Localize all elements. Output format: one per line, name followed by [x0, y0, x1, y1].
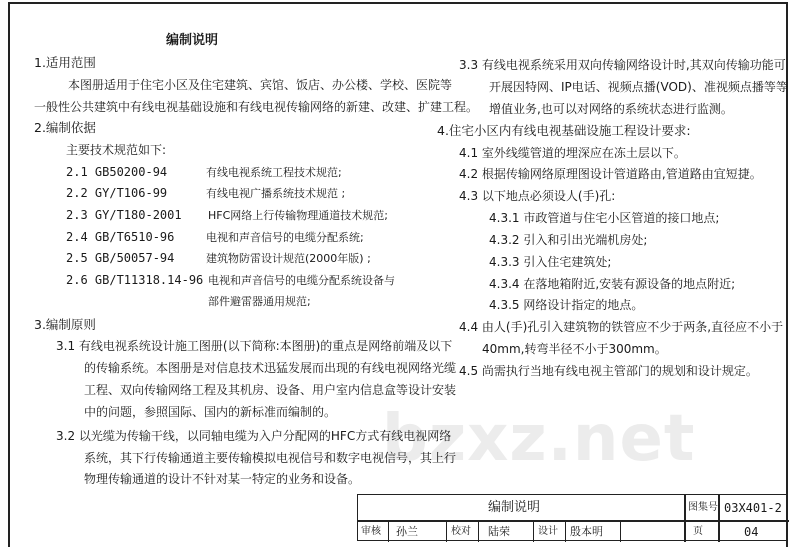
section-3-1-line: 中的问题，参照国际、国内的新标准而编制的。: [84, 405, 337, 419]
watermark: bzxz.net: [382, 402, 696, 476]
section-4-4-line: 40mm,转弯半径不小于300mm。: [482, 342, 667, 356]
section-4-3-item: 4.3.1 市政管道与住宅小区管道的接口地点;: [489, 211, 720, 225]
title-block: [357, 494, 788, 541]
section-3-2-line: 物理传输通道的设计不针对某一特定的业务和设备。: [84, 472, 361, 486]
spec-name: 建筑物防雷设计规范(2000年版) ;: [206, 252, 371, 265]
page-title: 编制说明: [166, 33, 219, 48]
page-label: 页: [693, 526, 703, 537]
checker-name: 陆荣: [488, 525, 510, 538]
atlas-label: 图集号: [688, 502, 718, 513]
spec-name: 电视和声音信号的电缆分配系统;: [206, 231, 364, 244]
section-4-4-line: 4.4 由人(手)孔引入建筑物的铁管应不少于两条,直径应不小于: [459, 320, 784, 334]
section-2-heading: 2.编制依据: [34, 120, 96, 135]
spec-name: HFC网络上行传输物理通道技术规范;: [208, 209, 388, 222]
section-4-3-item: 4.3.2 引入和引出光端机房处;: [489, 233, 648, 247]
section-1-heading: 1.适用范围: [34, 55, 96, 70]
reviewer-name: 孙兰: [396, 525, 418, 538]
section-4-3-item: 4.3.3 引入住宅建筑处;: [489, 255, 612, 269]
spec-name: 有线电视广播系统技术规范 ;: [206, 187, 346, 200]
section-3-1-line: 的传输系统。本图册是对信息技术迅猛发展而出现的有线电视网络光缆: [84, 361, 457, 375]
section-3-3-line: 3.3 有线电视系统采用双向传输网络设计时,其双向传输功能可: [459, 58, 786, 72]
section-3-3-line: 增值业务,也可以对网络的系统状态进行监测。: [489, 102, 733, 116]
designer-name: 殷本明: [570, 525, 603, 538]
section-1-text-2: 一般性公共建筑中有线电视基础设施和有线电视传输网络的新建、改建、扩建工程。: [34, 100, 479, 114]
section-2-intro: 主要技术规范如下:: [66, 143, 167, 157]
design-label: 设计: [538, 526, 558, 537]
section-3-2-line: 系统，其下行传输通道主要传输模拟电视信号和数字电视信号，其上行: [84, 451, 457, 465]
section-3-3-line: 开展因特网、IP电话、视频点播(VOD)、准视频点播等等: [489, 80, 788, 94]
spec-name-continued: 部件避雷器通用规范;: [208, 295, 311, 308]
section-3-1-line: 工程、双向传输网络工程及其机房、设备、用户室内信息盒等设计安装: [84, 383, 457, 397]
spec-number: 2.6 GB/T11318.14-96: [66, 273, 204, 287]
section-4-3-item: 4.3.4 在落地箱附近,安装有源设备的地点附近;: [489, 277, 736, 291]
section-4-3-item: 4.3.5 网络设计指定的地点。: [489, 298, 644, 312]
spec-number: 2.3 GY/T180-2001: [66, 208, 182, 222]
section-4-1: 4.1 室外线缆管道的埋深应在冻土层以下。: [459, 146, 686, 160]
spec-number: 2.1 GB50200-94: [66, 165, 168, 179]
review-label: 审核: [361, 526, 381, 537]
section-3-2-line: 3.2 以光缆为传输干线，以同轴电缆为入户分配网的HFC方式有线电视网络: [56, 429, 452, 443]
section-4-5: 4.5 尚需执行当地有线电视主管部门的规划和设计规定。: [459, 364, 758, 378]
page-number: 04: [744, 525, 759, 539]
spec-name: 有线电视系统工程技术规范;: [206, 166, 342, 179]
spec-number: 2.2 GY/T106-99: [66, 186, 168, 200]
spec-number: 2.5 GB/50057-94: [66, 251, 175, 265]
spec-name: 电视和声音信号的电缆分配系统设备与: [208, 274, 395, 287]
section-4-3: 4.3 以下地点必须设人(手)孔:: [459, 189, 616, 203]
section-4-2: 4.2 根据传输网络原理图设计管道路由,管道路由宜短捷。: [459, 167, 762, 181]
section-4-heading: 4.住宅小区内有线电视基础设施工程设计要求:: [437, 123, 691, 138]
titleblock-name: 编制说明: [488, 500, 541, 515]
section-3-heading: 3.编制原则: [34, 317, 96, 332]
spec-number: 2.4 GB/T6510-96: [66, 230, 175, 244]
check-label: 校对: [451, 526, 471, 537]
section-3-1-line: 3.1 有线电视系统设计施工图册(以下简称:本图册)的重点是网络前端及以下: [56, 339, 453, 353]
atlas-number: 03X401-2: [724, 501, 782, 515]
section-1-text-1: 本图册适用于住宅小区及住宅建筑、宾馆、饭店、办公楼、学校、医院等: [68, 78, 453, 92]
